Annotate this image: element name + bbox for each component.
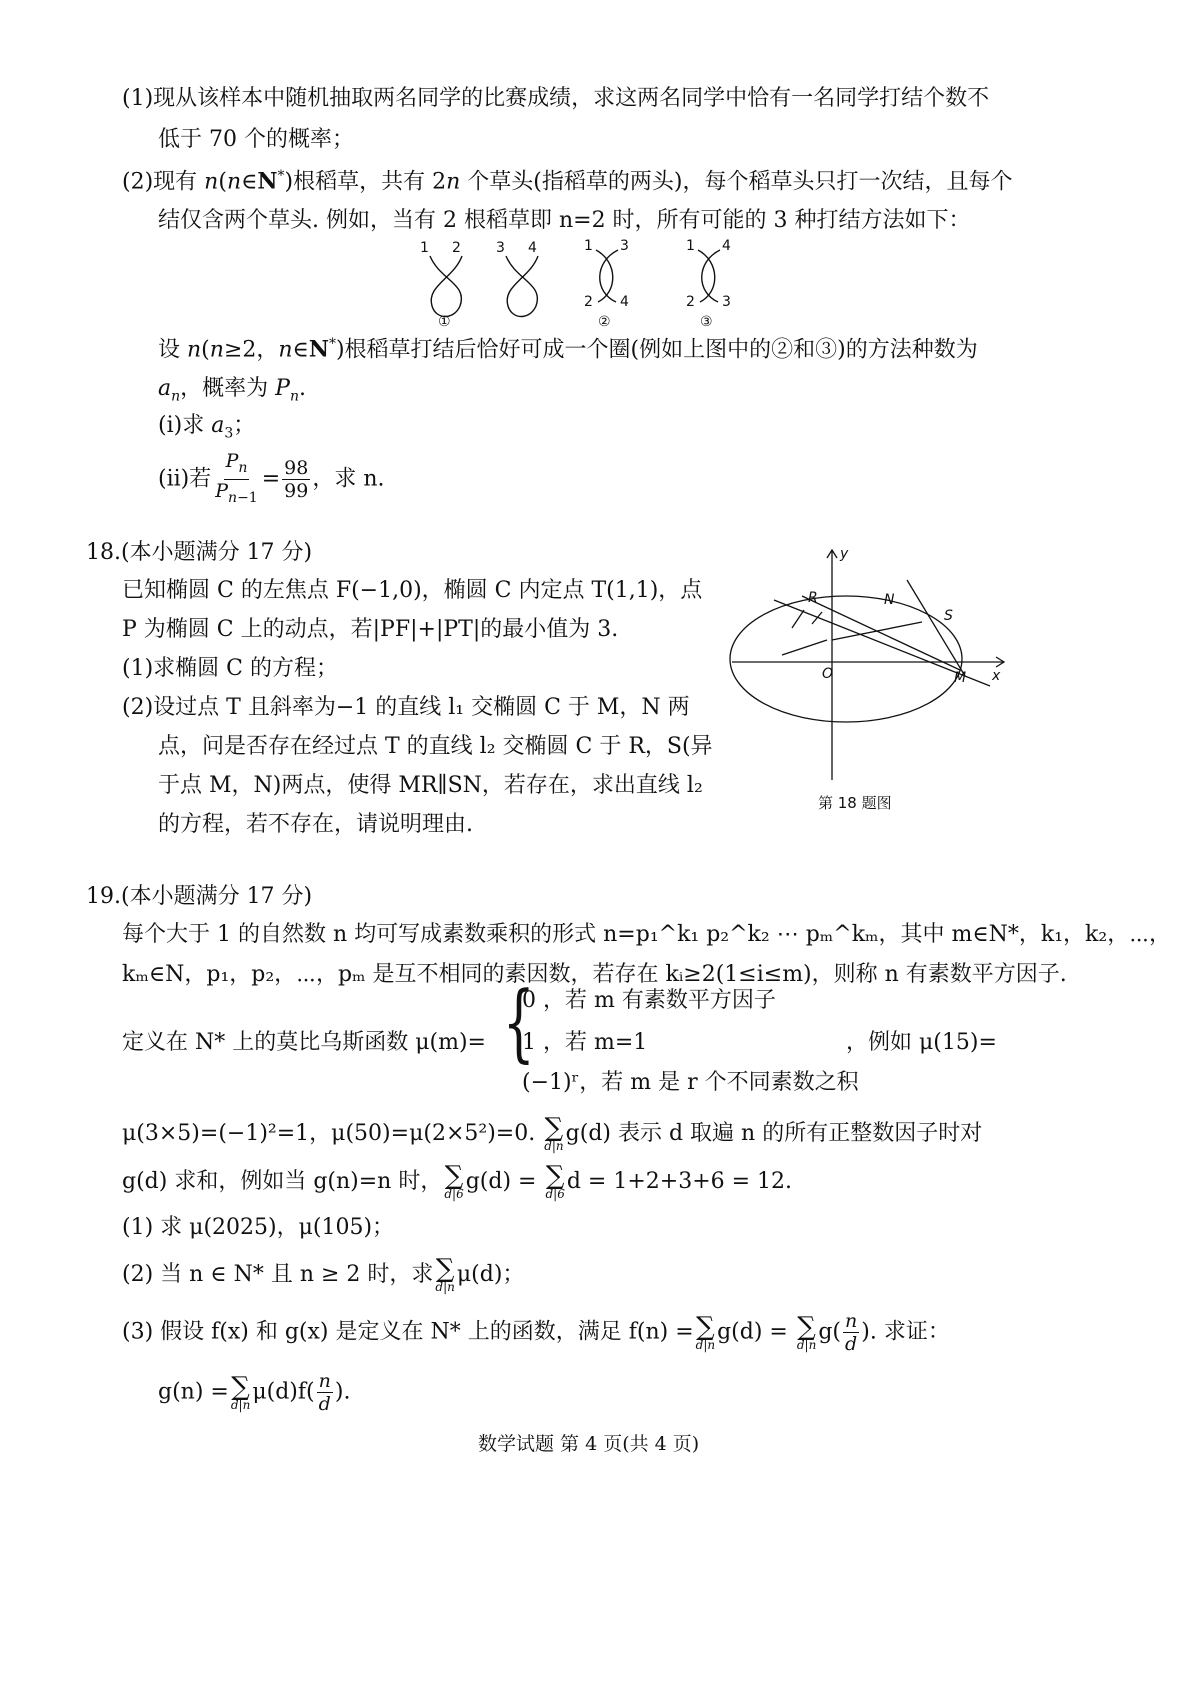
q17-part2-line1: (2)现有 n(n∈N*)根稻草，共有 2n 个草头(指稻草的两头)，每个稻草头只打一次结，且每个 — [122, 168, 1013, 195]
q17-part1-line2: 低于 70 个的概率； — [158, 127, 354, 152]
knot3-label-4: 4 — [722, 238, 731, 254]
point-M-label: M — [954, 670, 967, 686]
knot1-label-1: 1 — [420, 240, 429, 256]
q19-final-formula: g(n) = ∑ d|n μ(d)f( $\frac{n}{d}$ ). — [158, 1370, 351, 1415]
point-N-label: N — [884, 592, 895, 608]
knot3-label-3: 3 — [722, 294, 731, 310]
knot1-label-3: 3 — [496, 240, 505, 256]
q17-sub-ii: (ⅱ)若 $\frac{P_n}{P_{n-1}}$ = $\frac{98}{99}$ ，求 n. — [158, 450, 385, 506]
q17-sub-i: (ⅰ)求 $a_3$； — [158, 413, 256, 442]
point-R-label: R — [808, 590, 818, 606]
q18-line4: (2)设过点 T 且斜率为−1 的直线 l₁ 交椭圆 C 于 M，N 两 — [122, 695, 690, 720]
q18-line7: 的方程，若不存在，请说明理由. — [158, 812, 473, 837]
knot-caption-3: ③ — [700, 314, 713, 328]
piecewise-case2: 1 ，若 m=1 — [522, 1030, 648, 1055]
q19-line4: μ(3×5)=(−1)²=1，μ(50)=μ(2×5²)=0. ∑ d|n g(d) 表示 d 取遍 n 的所有正整数因子时对 — [122, 1113, 983, 1153]
q18-line1: 已知椭圆 C 的左焦点 F(−1,0)，椭圆 C 内定点 T(1,1)，点 — [122, 578, 703, 603]
q19-sub2: (2) 当 n ∈ N* 且 n ≥ 2 时，求 ∑ d|n μ(d)； — [122, 1254, 525, 1294]
knot2-label-1: 1 — [584, 238, 593, 254]
origin-label: O — [822, 666, 834, 682]
q19-header: 19.(本小题满分 17 分) — [86, 884, 313, 909]
q18-line2: P 为椭圆 C 上的动点，若|PF|+|PT|的最小值为 3. — [122, 617, 619, 642]
knot3-label-2: 2 — [686, 294, 695, 310]
q18-line5: 点，问是否存在经过点 T 的直线 l₂ 交椭圆 C 于 R，S(异 — [158, 734, 713, 759]
q17-def-line2: $a_n$，概率为 $P_n$. — [158, 376, 306, 405]
figure-caption: 第 18 题图 — [818, 794, 892, 812]
piecewise-brace: { — [502, 973, 535, 1071]
q17-part2-line2: 结仅含两个草头. 例如，当有 2 根稻草即 n=2 时，所有可能的 3 种打结方法如下： — [158, 208, 971, 233]
knot1-label-4: 4 — [528, 240, 537, 256]
knot3-label-1: 1 — [686, 238, 695, 254]
page-footer: 数学试题 第 4 页(共 4 页) — [478, 1433, 700, 1455]
q19-sub3: (3) 假设 f(x) 和 g(x) 是定义在 N* 上的函数，满足 f(n) = ∑ d|n g(d) = ∑ d|n g( $\frac{n}{d}$ ). 求证： — [122, 1310, 950, 1355]
q18-ellipse-figure — [722, 540, 1022, 820]
knot1-label-2: 2 — [452, 240, 461, 256]
point-S-label: S — [944, 608, 953, 624]
knot-caption-2: ② — [598, 314, 611, 328]
piecewise-case3: (−1)ʳ，若 m 是 r 个不同素数之积 — [522, 1070, 859, 1095]
knot2-label-3: 3 — [620, 238, 629, 254]
axis-x-label: x — [992, 668, 1001, 684]
q19-line5: g(d) 求和，例如当 g(n)=n 时， ∑ d|6 g(d) = ∑ d|6 d = 1+2+3+6 = 12. — [122, 1161, 793, 1201]
q19-line1: 每个大于 1 的自然数 n 均可写成素数乘积的形式 n=p₁^k₁ p₂^k₂ ⋯ pₘ^kₘ，其中 m∈N*，k₁，k₂，⋯， — [122, 922, 1172, 947]
knot2-label-2: 2 — [584, 294, 593, 310]
q19-line2: kₘ∈N，p₁，p₂，⋯，pₘ 是互不相同的素因数，若存在 kᵢ≥2(1≤i≤m)，则称 n 有素数平方因子. — [122, 962, 1067, 987]
q17-part1-line1: (1)现从该样本中随机抽取两名同学的比赛成绩，求这两名同学中恰有一名同学打结个数不 — [122, 86, 990, 111]
q19-sub1: (1) 求 μ(2025)，μ(105)； — [122, 1215, 395, 1240]
knot-caption-1: ① — [438, 314, 451, 328]
knot-figure — [418, 236, 758, 328]
q18-header: 18.(本小题满分 17 分) — [86, 540, 313, 565]
q19-def-suffix: ，例如 μ(15)= — [846, 1030, 997, 1055]
q19-def-prefix: 定义在 N* 上的莫比乌斯函数 μ(m)= — [122, 1030, 486, 1055]
q18-line3: (1)求椭圆 C 的方程； — [122, 656, 338, 681]
axis-y-label: y — [840, 546, 849, 562]
knot2-label-4: 4 — [620, 294, 629, 310]
q18-line6: 于点 M，N)两点，使得 MR∥SN，若存在，求出直线 l₂ — [158, 773, 703, 798]
piecewise-case1: 0 ，若 m 有素数平方因子 — [522, 988, 776, 1013]
q17-def-line1: 设 n(n≥2，n∈N*)根稻草打结后恰好可成一个圈(例如上图中的②和③)的方法种数为 — [158, 336, 978, 363]
